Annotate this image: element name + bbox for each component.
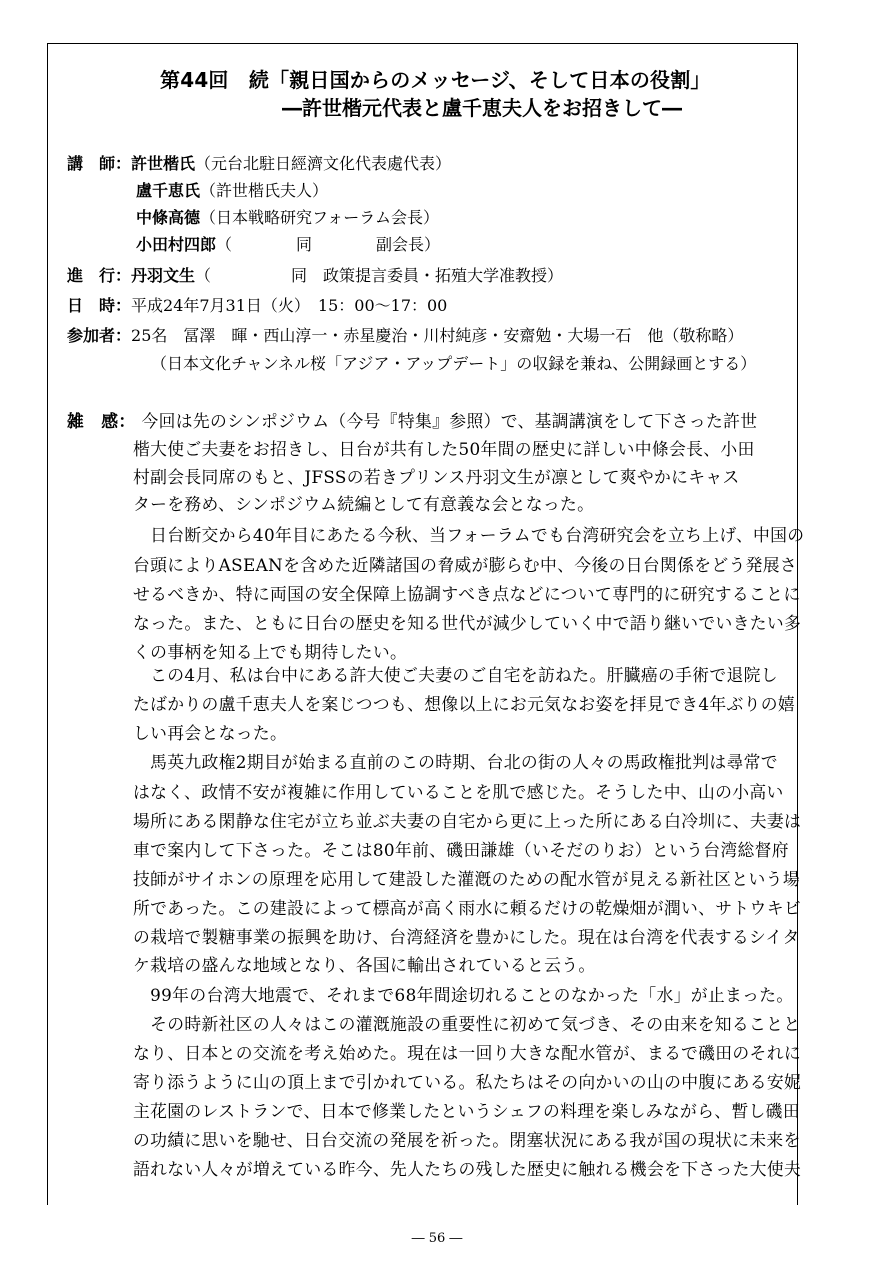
comment-line: の栽培で製糖事業の振興を助け、台湾経済を豊かにした。現在は台湾を代表するシイタ (133, 927, 800, 947)
date-label: 日 時： (67, 296, 132, 315)
comment-line: しい再会となった。 (133, 723, 288, 743)
comment-line: 所であった。この建設によって標高が高く雨水に頼るだけの乾燥畑が潤い、サトウキビ (133, 898, 801, 918)
comment-first-row (67, 409, 757, 433)
host-row (67, 264, 563, 288)
lecturer-row-1 (67, 152, 451, 176)
comment-line: 主花園のレストランで、日本で修業したというシェフの料理を楽しみながら、暫し磯田 (133, 1101, 800, 1121)
page-number: ― 56 ― (411, 1231, 463, 1246)
lecturer-note: （日本戦略研究フォーラム会長） (200, 208, 440, 227)
lecturer-note: （元台北駐日經濟文化代表處代表） (195, 154, 452, 173)
comment-line: くの事柄を知る上でも期待したい。 (133, 642, 408, 662)
comment-line: 車で案内して下さった。そこは80年前、磯田謙雄（いそだのりお）という台湾総督府 (133, 840, 789, 860)
lecturer-name: 盧千恵氏 (136, 181, 201, 200)
host-name: 丹羽文生 (131, 266, 196, 285)
lecturer-row-4 (136, 233, 440, 257)
comment-line: その時新社区の人々はこの灌漑施設の重要性に初めて気づき、その由来を知ることと (133, 1014, 801, 1034)
lecturer-label: 講 師： (67, 154, 132, 173)
participants-label: 参加者： (67, 326, 132, 345)
comment-line: 村副会長同席のもと、JFSSの若きプリンス丹羽文生が凛として爽やかにキャス (133, 467, 740, 487)
comment-line: この4月、私は台中にある許大使ご夫妻のご自宅を訪ねた。肝臓癌の手術で退院し (133, 665, 778, 685)
lecturer-row-2 (136, 179, 328, 203)
title-line-1: 第44回 続「親日国からのメッセージ、そして日本の役割」 (160, 68, 711, 92)
date-value: 平成24年7月31日（火） 15：00～17：00 (131, 296, 448, 315)
participants-note: （日本文化チャンネル桜「アジア・アップデート」の収録を兼ね、公開録画とする） (151, 354, 757, 373)
lecturer-note: （ 同 副会長） (216, 235, 441, 254)
comment-line: 99年の台湾大地震で、それまで68年間途切れることのなかった「水」が止まった。 (133, 985, 794, 1005)
comment-line: 馬英九政権2期目が始まる直前のこの時期、台北の街の人々の馬政権批判は尋常で (133, 752, 778, 772)
comment-line: 場所にある閑静な住宅が立ち並ぶ夫妻の自宅から更に上った所にある白冷圳に、夫妻は (133, 811, 802, 831)
title-line-2: ―許世楷元代表と盧千恵夫人をお招きして― (282, 96, 682, 120)
date-row (67, 294, 447, 318)
participants-value: 25名 冨澤 暉・西山淳一・赤星慶治・川村純彦・安齋勉・大場一石 他（敬称略） (131, 326, 744, 345)
comment-line: 寄り添うように山の頂上まで引かれている。私たちはその向かいの山の中腹にある安妮 (133, 1072, 802, 1092)
participants-row (67, 324, 743, 348)
comment-line: 台頭によりASEANを含めた近隣諸国の脅威が膨らむ中、今後の日台関係をどう発展さ (133, 555, 798, 575)
comment-line: はなく、政情不安が複雑に作用していることを肌で感じた。そうした中、山の小高い (133, 782, 784, 802)
lecturer-name: 許世楷氏 (131, 154, 196, 173)
comment-line: 技師がサイホンの原理を応用して建設した灌漑のための配水管が見える新社区という場 (133, 869, 800, 889)
comment-line: なり、日本との交流を考え始めた。現在は一回り大きな配水管が、まるで磯田のそれに (133, 1043, 801, 1063)
lecturer-note: （許世楷氏夫人） (200, 181, 329, 200)
comment-label: 雑 感： (67, 411, 136, 431)
host-note: （ 同 政策提言委員・拓殖大学准教授） (195, 266, 564, 285)
comment-line: たばかりの盧千恵夫人を案じつつも、想像以上にお元気なお姿を拝見でき4年ぶりの嬉 (133, 694, 796, 714)
comment-line: 語れない人々が増えている昨今、先人たちの残した歴史に触れる機会を下さった大使夫 (133, 1159, 802, 1179)
comment-line: なった。また、ともに日台の歴史を知る世代が減少していく中で語り継いでいきたい多 (133, 613, 802, 633)
comment-first-line: 今回は先のシンポジウム（今号『特集』参照）で、基調講演をして下さった許世 (141, 411, 758, 431)
comment-line: ケ栽培の盛んな地域となり、各国に輸出されていると云う。 (133, 955, 596, 975)
comment-line: 楷大使ご夫妻をお招きし、日台が共有した50年間の歴史に詳しい中條会長、小田 (133, 439, 755, 459)
comment-line: の功績に思いを馳せ、日台交流の発展を祈った。閉塞状況にある我が国の現状に未来を (133, 1130, 801, 1150)
comment-line: ターを務め、シンポジウム続編として有意義な会となった。 (133, 494, 595, 514)
comment-line: 日台断交から40年目にあたる今秋、当フォーラムでも台湾研究会を立ち上げ、中国の (133, 525, 805, 545)
lecturer-name: 小田村四郎 (136, 235, 217, 254)
lecturer-name: 中條高德 (136, 208, 201, 227)
host-label: 進 行： (67, 266, 132, 285)
lecturer-row-3 (136, 206, 439, 230)
comment-line: せるべきか、特に両国の安全保障上協調すべき点などについて専門的に研究することに (133, 584, 801, 604)
